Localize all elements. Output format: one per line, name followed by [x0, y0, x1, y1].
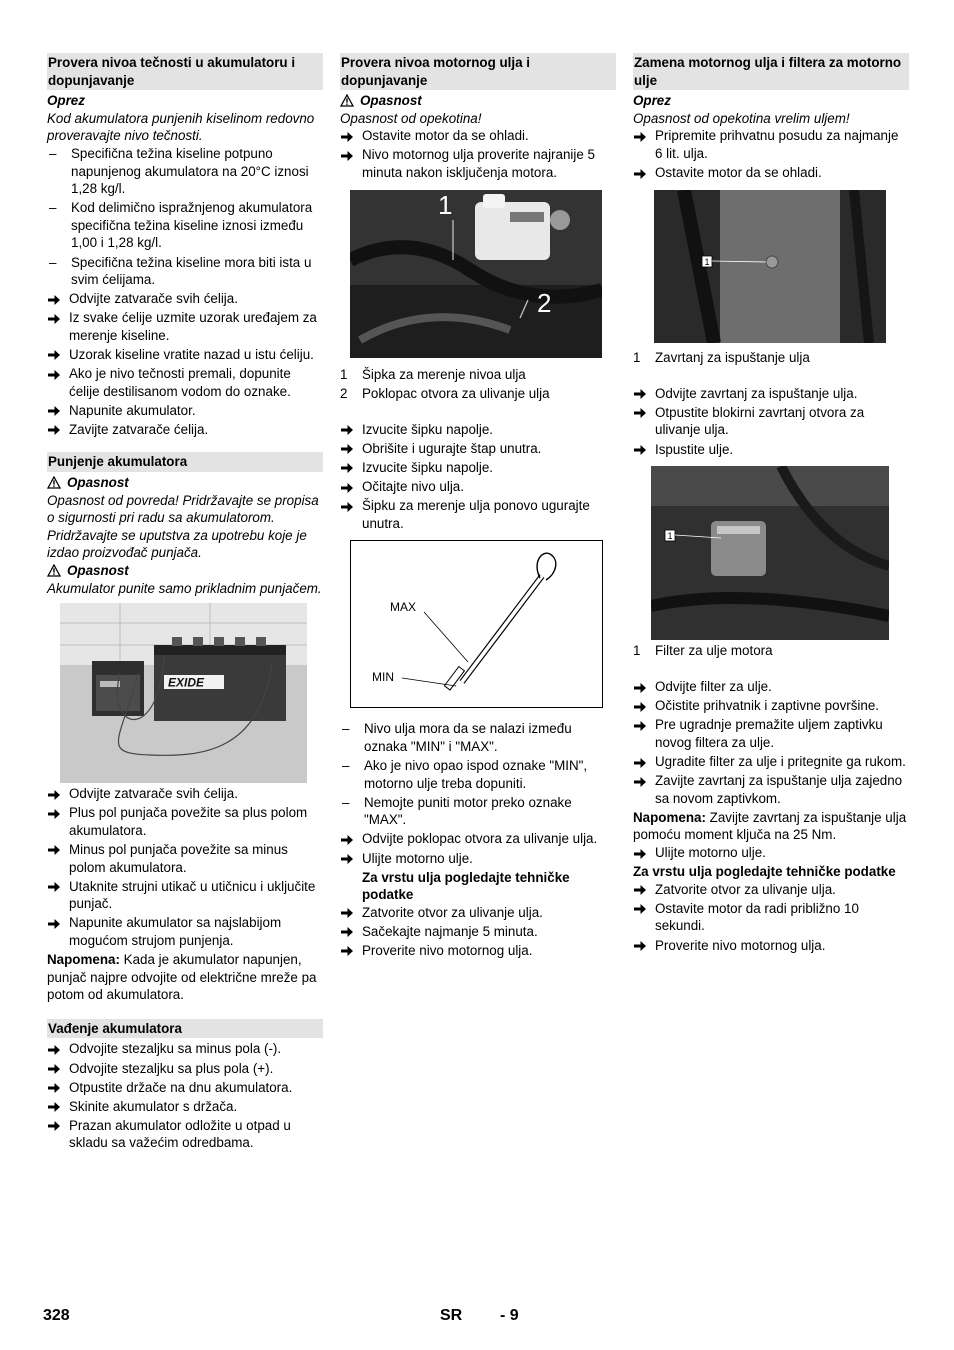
arrow-icon — [47, 349, 61, 361]
step-item: Iz svake ćelije uzmite uzorak uređajem za merenje kiseline. — [47, 309, 323, 344]
list-item: – Nivo ulja mora da se nalazi između oznaka "MIN" i "MAX". — [342, 721, 572, 754]
arrow-icon — [47, 1044, 61, 1056]
arrow-icon — [633, 848, 647, 860]
arrow-icon — [340, 462, 354, 474]
step-item: Zatvorite otvor za ulivanje ulja. — [633, 881, 909, 899]
arrow-icon — [47, 294, 61, 306]
dipstick-max-label: MAX — [390, 600, 417, 615]
danger-text: Opasnost od opekotina! — [340, 110, 482, 126]
arrow-icon — [340, 131, 354, 143]
arrow-icon — [340, 853, 354, 865]
step-list — [47, 1040, 323, 1152]
step-item: Plus pol punjača povežite sa plus polom akumulatora. — [47, 804, 323, 839]
arrow-icon — [633, 168, 647, 180]
warning-icon — [47, 476, 61, 489]
arrow-icon — [340, 482, 354, 494]
danger-text: Akumulator punite samo prikladnim punjačem. — [47, 580, 322, 596]
section-page-number: - 9 — [500, 1307, 519, 1324]
step-list — [633, 127, 909, 181]
arrow-icon — [340, 926, 354, 938]
step-item: Izvucite šipku napolje. — [340, 459, 616, 477]
oil-filter-photo — [651, 466, 889, 640]
list-item: – Specifična težina kiseline mora biti ista u svim ćelijama. — [49, 254, 312, 288]
step-item: Minus pol punjača povežite sa minus polom akumulatora. — [47, 841, 323, 876]
step-item: Obrišite i ugurajte štap unutra. — [340, 440, 616, 458]
step-item: Napunite akumulator sa najslabijom mogućom strujom punjenja. — [47, 914, 323, 949]
arrow-icon — [633, 757, 647, 769]
step-list — [633, 844, 909, 862]
section-heading-battery-charging: Punjenje akumulatora — [47, 452, 323, 472]
arrow-icon — [633, 388, 647, 400]
arrow-icon — [633, 131, 647, 143]
step-item: Očistite prihvatnik i zaptivne površine. — [633, 697, 909, 715]
step-item: Odvojite stezaljku sa minus pola (-). — [47, 1040, 323, 1058]
step-item: Šipku za merenje ulja ponovo ugurajte unutra. — [340, 497, 616, 532]
section-heading-battery-fluid: Provera nivoa tečnosti u akumulatoru i dopunjavanje — [47, 53, 323, 90]
step-item: Skinite akumulator s držača. — [47, 1098, 323, 1116]
danger-text: Opasnost od povreda! Pridržavajte se propisa o sigurnosti pri radu sa akumulatorom. Pridržavajte se uputstva za upotrebu koje je izdao proizvođač punjača. — [47, 492, 319, 561]
arrow-icon — [47, 405, 61, 417]
list-item: – Nemojte puniti motor preko oznake "MAX". — [342, 794, 572, 828]
language-code: SR — [440, 1307, 463, 1324]
arrow-icon — [633, 720, 647, 732]
step-item: Ostavite motor da radi približno 10 sekundi. — [633, 900, 909, 935]
step-item: Ostavite motor da se ohladi. — [340, 127, 616, 145]
step-item: Izvucite šipku napolje. — [340, 421, 616, 439]
step-item: Odvijte zavrtanj za ispuštanje ulja. — [633, 385, 909, 403]
step-item: Uzorak kiseline vratite nazad u istu ćeliju. — [47, 346, 323, 364]
step-item: Očitajte nivo ulja. — [340, 478, 616, 496]
battery-brand: EXIDE — [168, 675, 205, 690]
photo-callout-1: 1 — [704, 256, 710, 267]
step-list — [340, 904, 616, 960]
step-item: Ulijte motorno ulje. — [340, 850, 616, 868]
arrow-icon — [340, 150, 354, 162]
list-item: – Specifična težina kiseline potpuno napunjenog akumulatora na 20°C iznosi 1,28 kg/l. — [49, 145, 309, 197]
photo-callout-2: 2 — [537, 287, 552, 318]
legend-item: 1 Šipka za merenje nivoa ulja — [340, 366, 526, 382]
arrow-icon — [340, 443, 354, 455]
arrow-icon — [633, 940, 647, 952]
step-item: Zatvorite otvor za ulivanje ulja. — [340, 904, 616, 922]
step-item: Ostavite motor da se ohladi. — [633, 164, 909, 182]
arrow-icon — [47, 313, 61, 325]
step-item: Odvijte zatvarače svih ćelija. — [47, 785, 323, 803]
column-middle — [340, 53, 616, 961]
step-list — [340, 127, 616, 181]
step-item: Zavijte zavrtanj za ispuštanje ulja zajedno sa novom zaptivkom. — [633, 772, 909, 807]
dipstick-diagram — [350, 540, 603, 708]
step-item: Odvijte filter za ulje. — [633, 678, 909, 696]
arrow-icon — [340, 907, 354, 919]
arrow-icon — [47, 844, 61, 856]
step-item: Pripremite prihvatnu posudu za najmanje 6 lit. ulja. — [633, 127, 909, 162]
step-item: Ako je nivo tečnosti premali, dopunite ćelije destilisanom vodom do oznake. — [47, 365, 323, 400]
step-item: Otpustite blokirni zavrtanj otvora za ulivanje ulja. — [633, 404, 909, 439]
arrow-icon — [340, 424, 354, 436]
page-number: 328 — [43, 1307, 70, 1324]
step-item: Prazan akumulator odložite u otpad u skladu sa važećim odredbama. — [47, 1117, 323, 1152]
caution-label: Oprez — [633, 93, 671, 109]
step-item: Zavijte zatvarače ćelija. — [47, 421, 323, 439]
arrow-icon — [47, 1101, 61, 1113]
battery-charger-photo — [60, 603, 307, 783]
step-item: Sačekajte najmanje 5 minuta. — [340, 923, 616, 941]
danger-label: Opasnost — [47, 562, 323, 580]
dash-list — [340, 720, 616, 829]
list-item: – Ako je nivo opao ispod oznake "MIN", motorno ulje treba dopuniti. — [342, 758, 588, 791]
drain-plug-photo — [654, 190, 886, 343]
arrow-icon — [633, 682, 647, 694]
step-list — [47, 785, 323, 949]
caution-text: Opasnost od opekotina vrelim uljem! — [633, 110, 850, 126]
step-item: Ispustite ulje. — [633, 441, 909, 459]
note: Napomena: Kada je akumulator napunjen, punjač najpre odvojite od električne mreže pa potom od akumulatora. — [47, 952, 317, 1003]
step-item: Pre ugradnje premažite uljem zaptivku novog filtera za ulje. — [633, 716, 909, 751]
caution-text: Kod akumulatora punjenih kiselinom redovno proveravajte nivo tečnosti. — [47, 110, 315, 144]
step-list — [633, 881, 909, 954]
arrow-icon — [47, 424, 61, 436]
section-heading-oil-change: Zamena motornog ulja i filtera za motorno ulje — [633, 53, 909, 90]
arrow-icon — [633, 444, 647, 456]
step-item: Utaknite strujni utikač u utičnicu i uključite punjač. — [47, 878, 323, 913]
section-heading-battery-removal: Vađenje akumulatora — [47, 1019, 323, 1039]
arrow-icon — [633, 701, 647, 713]
step-item: Odvijte zatvarače svih ćelija. — [47, 290, 323, 308]
dipstick-min-label: MIN — [372, 670, 394, 685]
caution-label: Oprez — [47, 93, 85, 109]
danger-label: Opasnost — [340, 92, 616, 110]
step-item: Odvojite stezaljku sa plus pola (+). — [47, 1060, 323, 1078]
arrow-icon — [340, 501, 354, 513]
step-item: Odvijte poklopac otvora za ulivanje ulja. — [340, 830, 616, 848]
step-list — [47, 290, 323, 438]
photo-callout-1: 1 — [438, 189, 453, 220]
note: Napomena: Zavijte zavrtanj za ispuštanje ulja pomoću moment ključa na 25 Nm. — [633, 809, 907, 843]
legend-item: 1 Filter za ulje motora — [633, 643, 773, 659]
step-item: Ugradite filter za ulje i pritegnite ga rukom. — [633, 753, 909, 771]
warning-icon — [340, 94, 354, 107]
step-list — [340, 830, 616, 867]
section-heading-oil-level: Provera nivoa motornog ulja i dopunjavanje — [340, 53, 616, 90]
arrow-icon — [340, 945, 354, 957]
arrow-icon — [633, 776, 647, 788]
engine-photo — [350, 190, 602, 358]
arrow-icon — [47, 1120, 61, 1132]
step-item: Nivo motornog ulja proverite najranije 5 minuta nakon isključenja motora. — [340, 146, 616, 181]
arrow-icon — [633, 903, 647, 915]
oil-type-note: Za vrstu ulja pogledajte tehničke podatke — [633, 864, 896, 880]
arrow-icon — [47, 1063, 61, 1075]
step-item: Otpustite držače na dnu akumulatora. — [47, 1079, 323, 1097]
step-list — [633, 678, 909, 807]
legend-item: 1 Zavrtanj za ispuštanje ulja — [633, 349, 810, 365]
arrow-icon — [633, 884, 647, 896]
column-right — [633, 53, 909, 956]
step-item: Ulijte motorno ulje. — [633, 844, 909, 862]
step-item: Proverite nivo motornog ulja. — [340, 942, 616, 960]
arrow-icon — [47, 918, 61, 930]
list-item: – Kod delimično ispražnjenog akumulatora specifična težina kiseline iznosi između 1,00 i 1,28 kg/l. — [49, 200, 313, 251]
column-left — [47, 53, 323, 1154]
arrow-icon — [633, 407, 647, 419]
step-item: Napunite akumulator. — [47, 402, 323, 420]
arrow-icon — [47, 1082, 61, 1094]
arrow-icon — [340, 834, 354, 846]
arrow-icon — [47, 369, 61, 381]
step-list — [633, 385, 909, 458]
step-list — [340, 421, 616, 533]
arrow-icon — [47, 789, 61, 801]
step-item: Proverite nivo motornog ulja. — [633, 937, 909, 955]
oil-type-note: Za vrstu ulja pogledajte tehničke podatke — [362, 869, 570, 903]
legend-item: 2 Poklopac otvora za ulivanje ulja — [340, 385, 550, 401]
arrow-icon — [47, 808, 61, 820]
dash-list — [47, 145, 323, 289]
arrow-icon — [47, 881, 61, 893]
danger-label: Opasnost — [47, 474, 323, 492]
photo-callout-1: 1 — [667, 531, 673, 542]
warning-icon — [47, 564, 61, 577]
